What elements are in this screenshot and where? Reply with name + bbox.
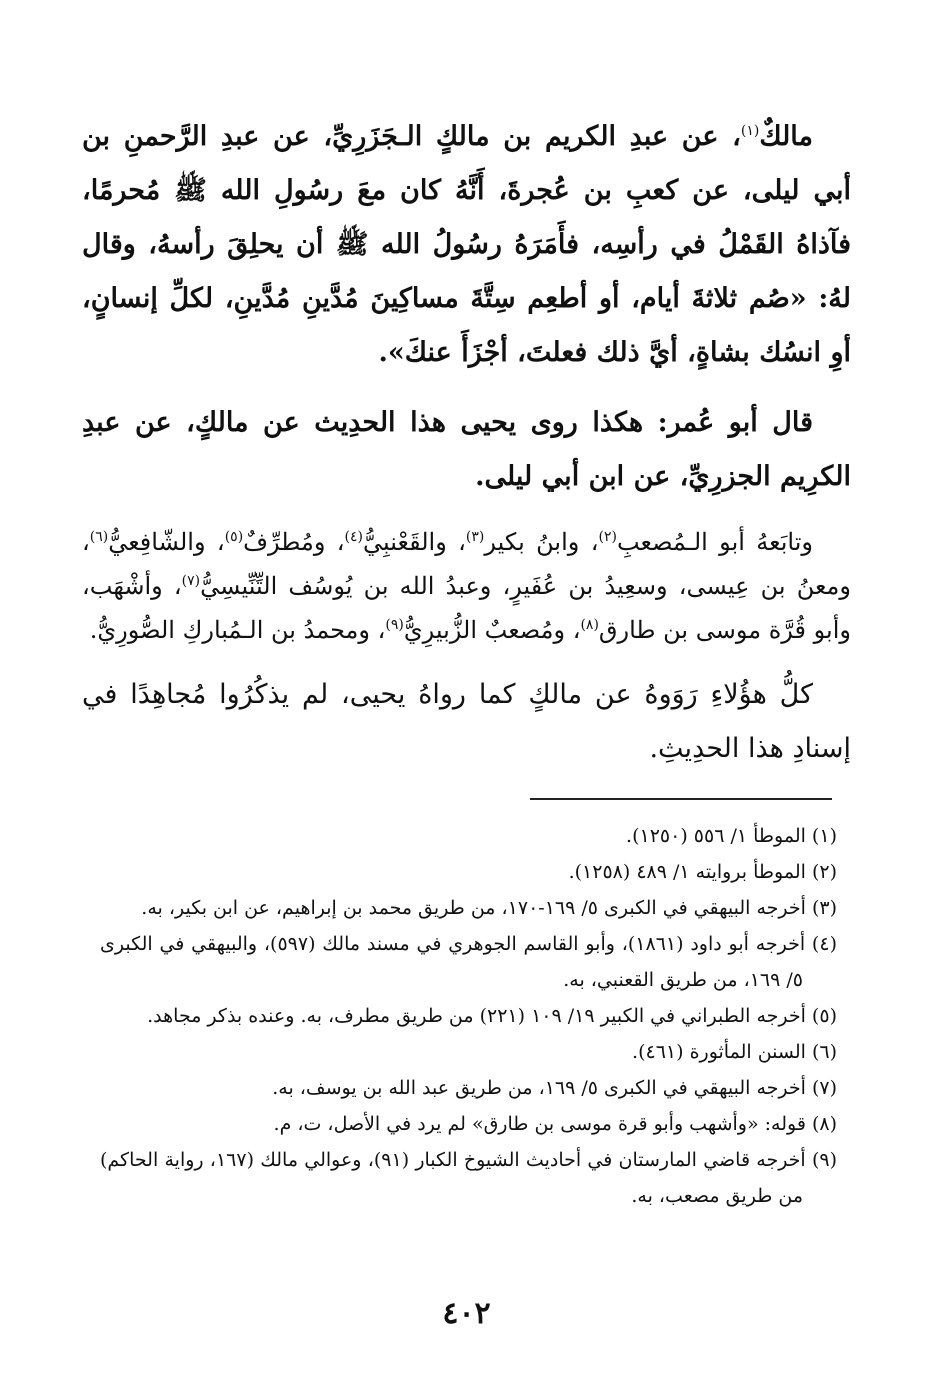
- footnote-marker: (٢): [598, 529, 617, 545]
- footnotes: [100, 818, 837, 1214]
- text-segment: ، ومُصعبٌ الزُّبيرِيُّ: [403, 616, 581, 644]
- footnote-4: (٤) أخرجه أبو داود (١٨٦١)، وأبو القاسم الجوهري في مسند مالك (٥٩٧)، والبيهقي في الكبرى ٥/ ١٦٩، من طريق القعنبي، به.: [100, 933, 837, 991]
- footnote-1: (١) الموطأ ١/ ٥٥٦ (١٢٥٠).: [626, 825, 837, 847]
- text-segment: ، عن عبدِ الكريم بن مالكٍ الـجَزَرِيِّ، عن عبدِ الرَّحمنِ بن أبي ليلى، عن كعبِ بن عُجرةَ، أَنَّهُ كان معَ رسُولِ الله ﷺ مُحرمًا، فآذاهُ القَمْلُ في رأسِه، فأَمَرَهُ رسُولُ الله ﷺ أن يحلِقَ رأسهُ، وقال لهُ: «صُم ثلاثةَ أيام، أو أطعِم سِتَّةَ مساكِينَ مُدَّينِ مُدَّينِ، لكلِّ إنسانٍ، أوِ انسُك بشاةٍ، أيَّ ذلك فعلتَ، أجْزَأَ عنكَ».: [82, 121, 851, 368]
- paragraph-hadith: [82, 110, 851, 380]
- footnote-9: (٩) أخرجه قاضي المارستان في أحاديث الشيوخ الكبار (٩١)، وعوالي مالك (١٦٧، رواية الحاكم) من طريق مصعب، به.: [100, 1149, 838, 1207]
- text-segment: ، ومعنُ بن عِيسى، وسعِيدُ بن عُفَيرٍ، وعبدُ الله بن يُوسُف التِّنِّيسِيُّ: [82, 528, 851, 600]
- text-segment: ، وأشْهَب، وأبو قُرَّة موسى بن طارق: [82, 572, 851, 644]
- footnote-5: (٥) أخرجه الطبراني في الكبير ١٩/ ١٠٩ (٢٢١) من طريق مطرف، به. وعنده بذكر مجاهد.: [147, 1005, 837, 1027]
- text-segment: ، وابنُ بكير: [484, 528, 599, 556]
- footnote-marker: (١): [740, 123, 760, 139]
- footnote-marker: (٩): [385, 617, 404, 633]
- footnote-2: (٢) الموطأ بروايته ١/ ٤٨٩ (١٢٥٨).: [568, 861, 837, 883]
- main-text: [82, 110, 851, 776]
- footnote-marker: (٧): [181, 573, 201, 589]
- footnote-marker: (٦): [89, 529, 109, 545]
- footnote-7: (٧) أخرجه البيهقي في الكبرى ٥/ ١٦٩، من طريق عبد الله بن يوسف، به.: [272, 1077, 837, 1099]
- text-segment: ، ومحمدُ بن الـمُباركِ الصُّورِيُّ.: [89, 616, 386, 644]
- footnote-marker: (٣): [465, 529, 485, 545]
- text-segment: ، ومُطرِّفٌ: [243, 528, 345, 556]
- page-number: ٤٠٢: [442, 1296, 491, 1331]
- footnote-marker: (٤): [344, 529, 363, 545]
- footnote-3: (٣) أخرجه البيهقي في الكبرى ٥/ ١٦٩-١٧٠، من طريق محمد بن إبراهيم، عن ابن بكير، به.: [141, 897, 837, 919]
- paragraph-narrators: [82, 520, 851, 652]
- paragraph-abu-umar: قال أبو عُمر: هكذا روى يحيى هذا الحدِيث عن مالكٍ، عن عبدِ الكرِيم الجزرِيِّ، عن ابن أبي ليلى.: [82, 407, 851, 492]
- footnote-marker: (٨): [580, 617, 599, 633]
- footnote-marker: (٥): [224, 529, 244, 545]
- footnote-separator: [530, 798, 832, 800]
- text-segment: مالكٌ: [759, 121, 813, 152]
- text-segment: ، والشّافِعيُّ: [108, 528, 225, 556]
- text-segment: ، والقَعْنبِيُّ: [363, 528, 466, 556]
- footnote-6: (٦) السنن المأثورة (٤٦١).: [632, 1041, 837, 1063]
- footnote-8: (٨) قوله: «وأشهب وأبو قرة موسى بن طارق» لم يرد في الأصل، ت، م.: [273, 1113, 837, 1135]
- paragraph-conclusion: كلُّ هؤُلاءِ رَوَوهُ عن مالكٍ كما رواهُ يحيى، لم يذكُرُوا مُجاهِدًا في إسنادِ هذا الحدِيثِ.: [82, 679, 851, 764]
- text-segment: وتابَعهُ أبو الـمُصعبِ: [616, 528, 813, 556]
